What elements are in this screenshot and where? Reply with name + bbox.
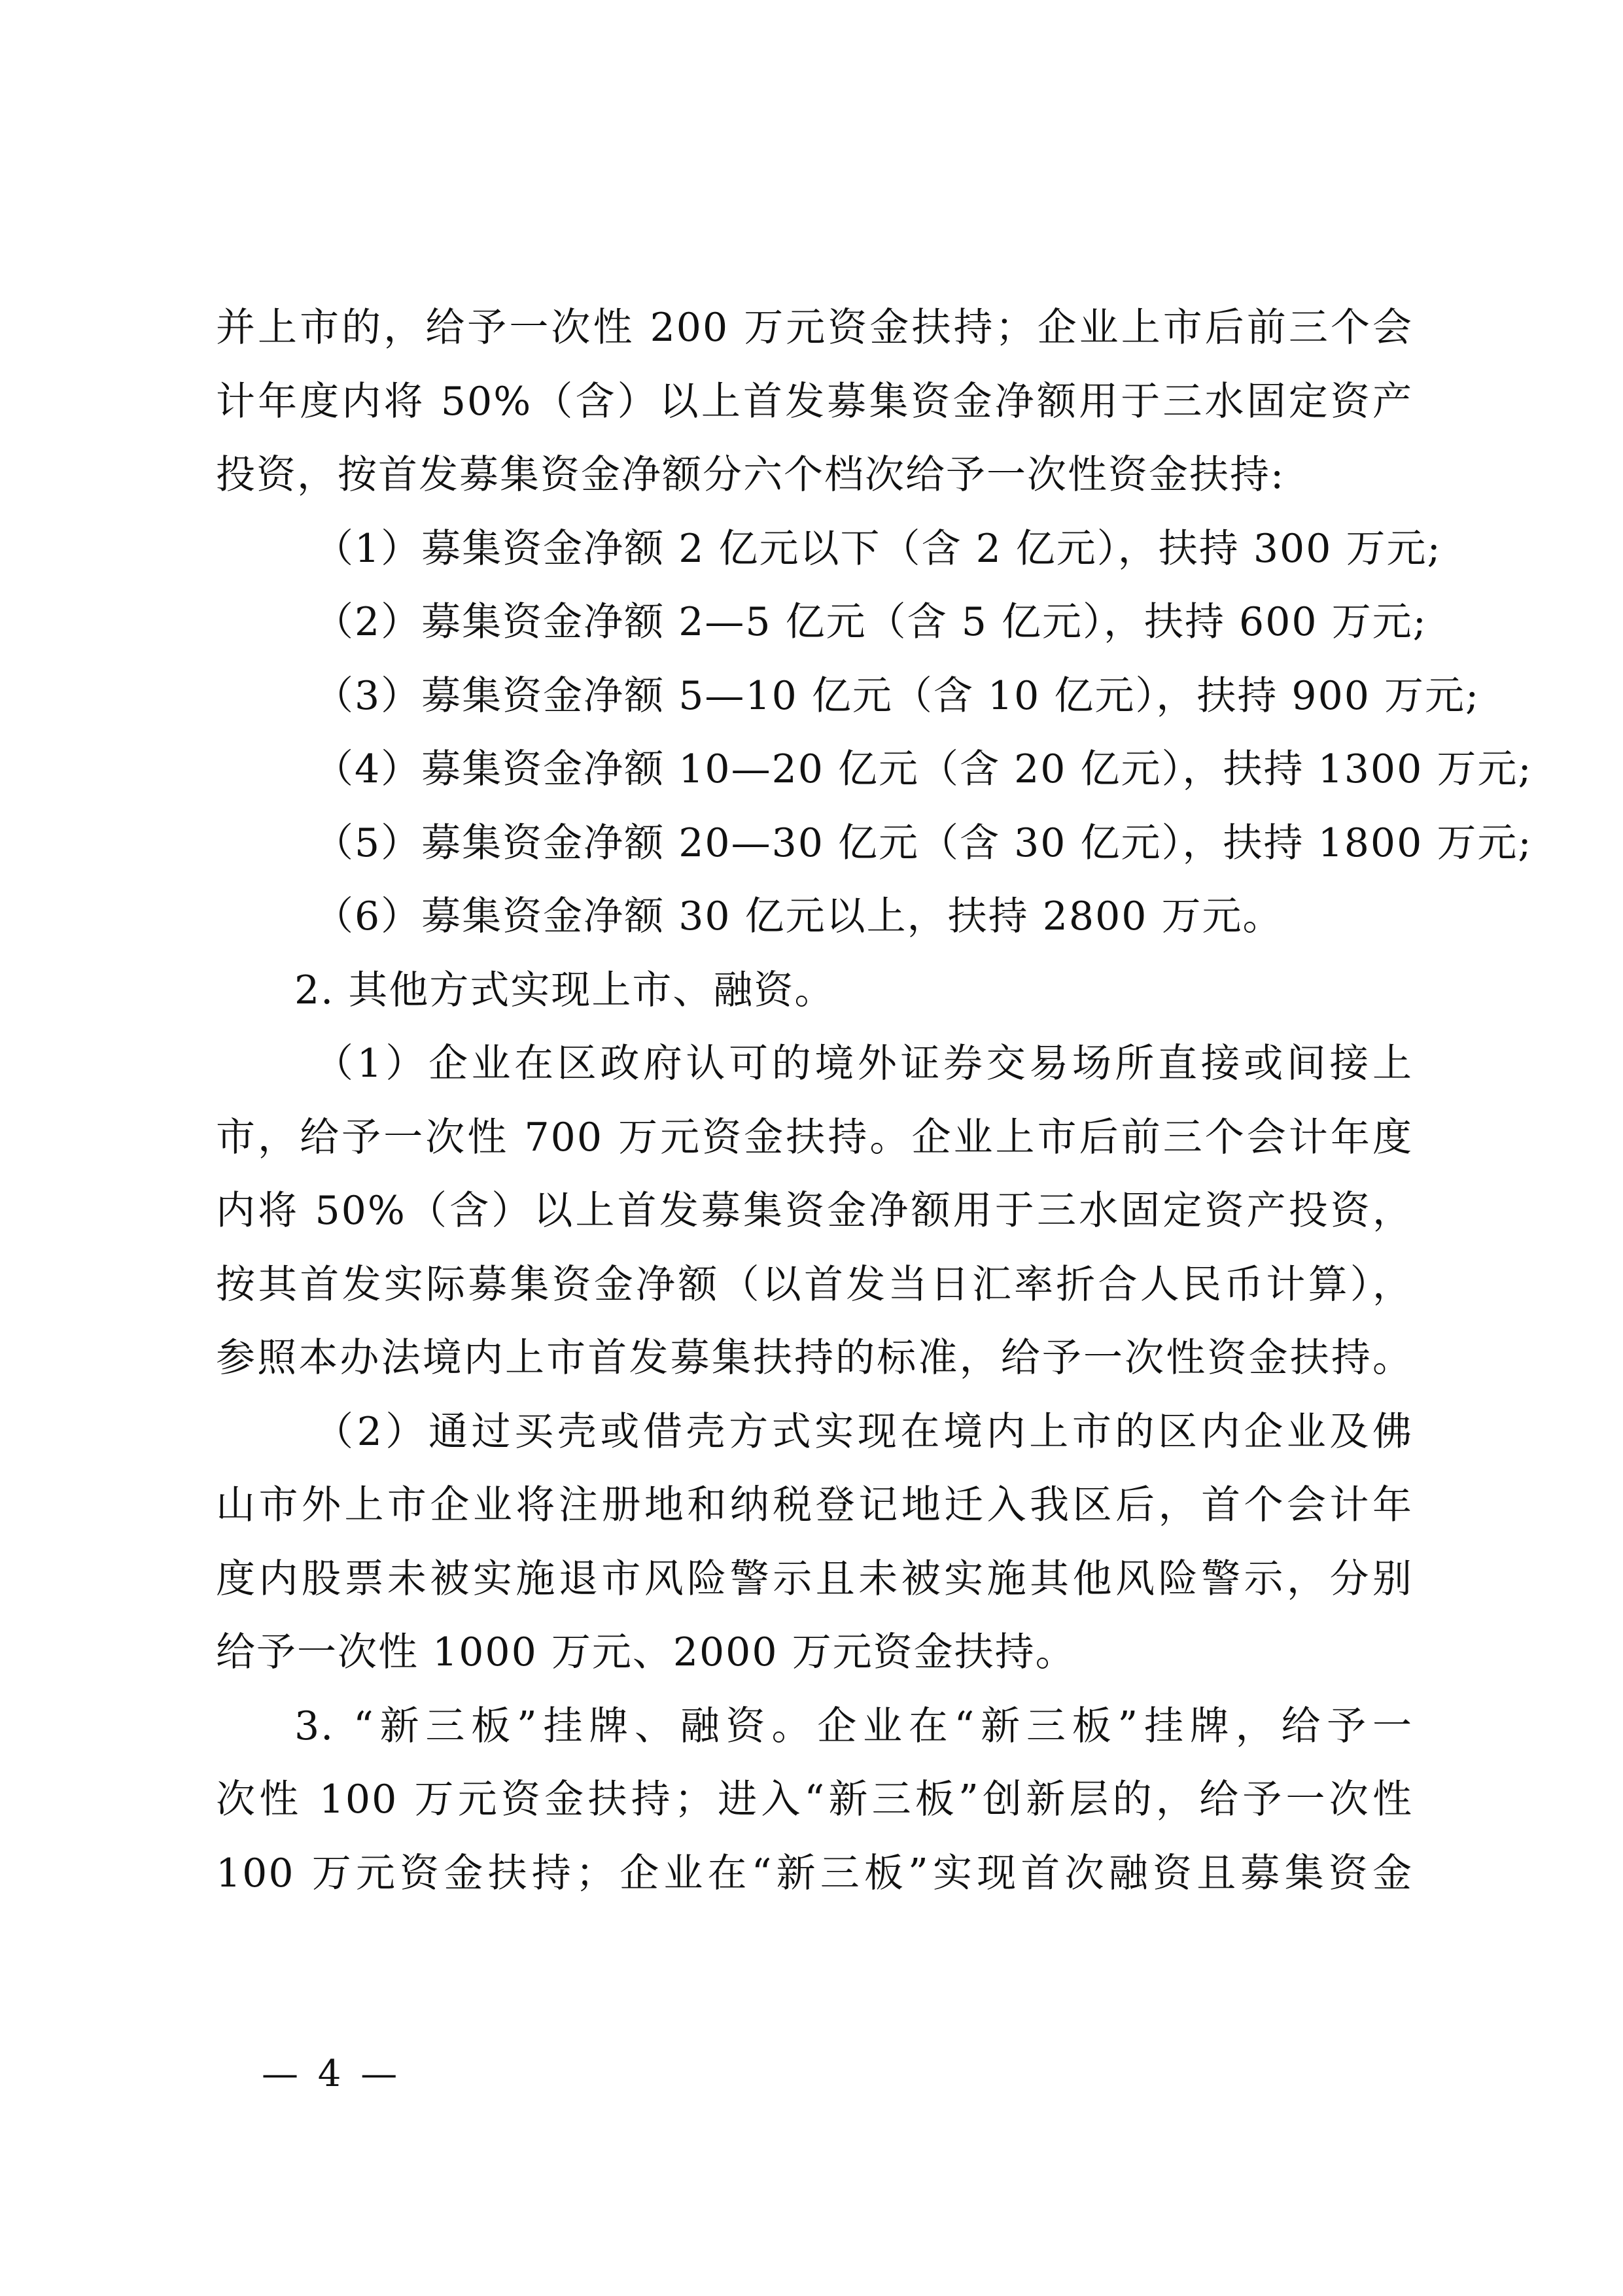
text-line: 投资，按首发募集资金净额分六个档次给予一次性资金扶持: [216,452,1285,498]
body-text [216,291,1533,1910]
list-item: （4）募集资金净额 10—20 亿元（含 20 亿元），扶持 1300 万元; [314,746,1533,792]
text-line: 按其首发实际募集资金净额（以首发当日汇率折合人民币计算）， [216,1261,1413,1308]
text-line: 度内股票未被实施退市风险警示且未被实施其他风险警示，分别 [216,1556,1413,1602]
text-line: 计年度内将 50%（含）以上首发募集资金净额用于三水固定资产 [216,378,1413,425]
text-line: （1）企业在区政府认可的境外证券交易场所直接或间接上 [314,1041,1413,1087]
list-item: （1）募集资金净额 2 亿元以下（含 2 亿元），扶持 300 万元; [314,525,1442,572]
section-heading: 2. 其他方式实现上市、融资。 [294,967,835,1013]
list-item: （2）募集资金净额 2—5 亿元（含 5 亿元），扶持 600 万元; [314,599,1427,645]
text-line: 参照本办法境内上市首发募集扶持的标准，给予一次性资金扶持。 [216,1335,1413,1381]
text-line: 山市外上市企业将注册地和纳税登记地迁入我区后，首个会计年 [216,1482,1413,1528]
text-line: （2）通过买壳或借壳方式实现在境内上市的区内企业及佛 [314,1408,1413,1455]
page-number: — 4 — [262,2053,402,2095]
text-line: 内将 50%（含）以上首发募集资金净额用于三水固定资产投资， [216,1188,1413,1234]
text-line: 给予一次性 1000 万元、2000 万元资金扶持。 [216,1629,1076,1675]
list-item: （5）募集资金净额 20—30 亿元（含 30 亿元），扶持 1800 万元; [314,820,1533,866]
text-line: 并上市的，给予一次性 200 万元资金扶持；企业上市后前三个会 [216,305,1413,351]
text-line: 次性 100 万元资金扶持；进入“新三板”创新层的，给予一次性 [216,1777,1413,1822]
list-item: （6）募集资金净额 30 亿元以上，扶持 2800 万元。 [314,894,1283,939]
text-line: 100 万元资金扶持；企业在“新三板”实现首次融资且募集资金 [216,1850,1413,1896]
list-item: （3）募集资金净额 5—10 亿元（含 10 亿元），扶持 900 万元; [314,672,1480,719]
text-line: 3. “新三板”挂牌、融资。企业在“新三板”挂牌，给予一 [294,1703,1413,1749]
text-line: 市，给予一次性 700 万元资金扶持。企业上市后前三个会计年度 [216,1114,1413,1160]
